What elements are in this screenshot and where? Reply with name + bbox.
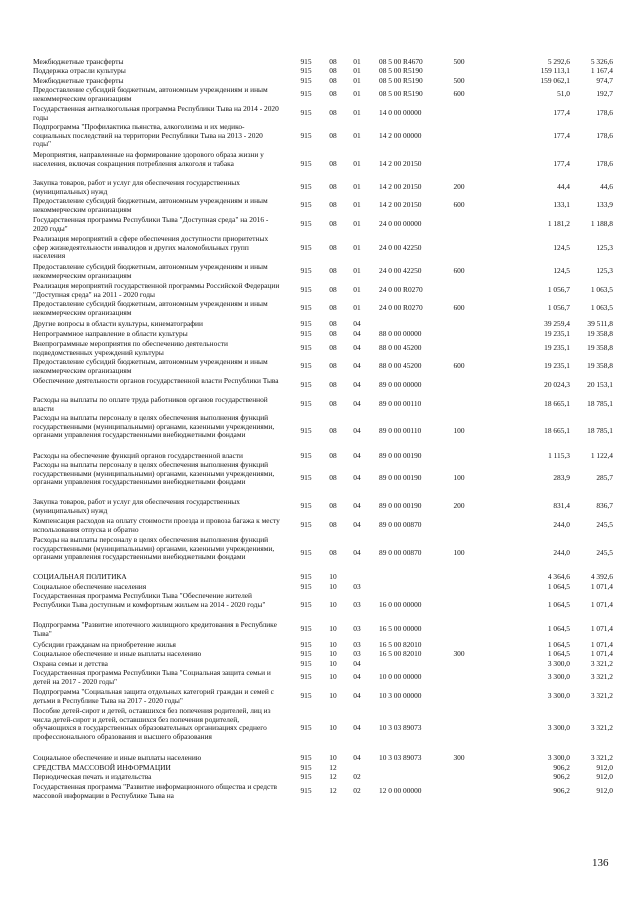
row-code: 915 [300, 572, 312, 581]
row-target-item: 10 3 00 00000 [379, 691, 422, 701]
row-target-item: 14 2 00 20150 [379, 182, 422, 192]
row-name: Реализация мероприятий государственной программы Российской Федерации "Доступная среда" на 2011 - 2020 годы [33, 281, 280, 299]
row-section: 08 [329, 89, 337, 99]
row-sum-2020: 1 063,5 [590, 285, 613, 295]
row-name: Социальное обеспечение и иные выплаты населению [33, 753, 202, 762]
row-section: 10 [329, 572, 337, 581]
row-section: 10 [329, 640, 337, 649]
row-name: Расходы на обеспечение функций органов государственной власти [33, 451, 243, 460]
row-section: 08 [329, 219, 337, 229]
row-section: 08 [329, 451, 337, 460]
row-subsection: 01 [353, 182, 361, 192]
row-code: 915 [300, 158, 312, 168]
row-section: 10 [329, 649, 337, 658]
row-target-item: 88 0 00 00000 [379, 329, 422, 338]
row-name: Расходы на выплаты персоналу в целях обеспечения выполнения функций государственными (муниципальными) органами, казенными учреждениями, органами управления государственными внебюджетными фондами [33, 460, 275, 487]
row-sum-2020: 1 071,4 [590, 624, 613, 634]
row-name: Периодическая печать и издательства [33, 772, 152, 781]
row-code: 915 [300, 303, 312, 313]
row-subsection: 03 [353, 640, 361, 649]
row-subsection: 01 [353, 285, 361, 295]
row-name: Закупка товаров, работ и услуг для обеспечения государственных (муниципальных) нужд [33, 497, 240, 515]
row-section: 10 [329, 723, 337, 733]
row-subsection: 04 [353, 501, 361, 511]
row-sum-2020: 1 071,4 [590, 599, 613, 609]
row-sum-2020: 912,0 [596, 786, 613, 796]
row-sum-2019: 20 024,3 [544, 380, 570, 390]
row-section: 08 [329, 66, 337, 75]
row-sum-2020: 178,6 [596, 108, 613, 118]
row-sum-2019: 177,4 [553, 130, 570, 140]
row-sum-2020: 3 321,2 [590, 723, 613, 733]
row-section: 10 [329, 753, 337, 762]
row-code: 915 [300, 200, 312, 210]
row-sum-2019: 906,2 [553, 763, 570, 772]
row-sum-2020: 125,3 [596, 266, 613, 276]
row-sum-2020: 39 511,8 [587, 319, 613, 328]
row-name: Государственная антиалкогольная программа Республики Тыва на 2014 - 2020 годы [33, 104, 279, 122]
row-subsection: 03 [353, 582, 361, 591]
row-sum-2019: 124,5 [553, 242, 570, 252]
row-section: 08 [329, 329, 337, 338]
row-target-item: 89 0 00 00110 [379, 426, 422, 436]
row-expense-type: 600 [453, 89, 465, 99]
row-code: 915 [300, 89, 312, 99]
row-sum-2019: 1 064,5 [547, 649, 570, 658]
row-section: 08 [329, 501, 337, 511]
row-sum-2019: 3 300,0 [547, 723, 570, 733]
row-code: 915 [300, 659, 312, 668]
row-name: Межбюджетные трансферты [33, 57, 124, 66]
row-expense-type: 100 [453, 548, 465, 558]
row-subsection: 04 [353, 361, 361, 371]
row-section: 08 [329, 182, 337, 192]
row-code: 915 [300, 108, 312, 118]
row-code: 915 [300, 640, 312, 649]
row-code: 915 [300, 426, 312, 436]
row-sum-2019: 177,4 [553, 108, 570, 118]
row-name: Предоставление субсидий бюджетным, автономным учреждениям и иным некоммерческим организациям [33, 196, 268, 214]
row-name: Реализация мероприятий в сфере обеспечения доступности приоритетных сфер жизнедеятельности инвалидов и других маломобильных групп населения [33, 234, 269, 261]
row-section: 08 [329, 426, 337, 436]
row-sum-2019: 1 056,7 [547, 303, 570, 313]
row-section: 10 [329, 691, 337, 701]
row-sum-2019: 906,2 [553, 772, 570, 781]
row-sum-2020: 3 321,2 [590, 691, 613, 701]
row-sum-2020: 1 167,4 [590, 66, 613, 75]
row-subsection: 04 [353, 451, 361, 460]
row-subsection: 01 [353, 266, 361, 276]
row-sum-2019: 133,1 [553, 200, 570, 210]
row-expense-type: 600 [453, 200, 465, 210]
row-name: Государственная программа "Развитие информационного общества и средств массовой информации в Республике Тыва на [33, 782, 278, 800]
row-code: 915 [300, 473, 312, 483]
row-sum-2019: 906,2 [553, 786, 570, 796]
page-number: 136 [592, 857, 609, 869]
row-sum-2019: 19 235,1 [544, 329, 570, 338]
row-section: 08 [329, 285, 337, 295]
row-section: 10 [329, 582, 337, 591]
row-subsection: 03 [353, 624, 361, 634]
row-target-item: 89 0 00 00190 [379, 473, 422, 483]
row-name: Пособие детей-сирот и детей, оставшихся без попечения родителей, лиц из числа детей-сирот и детей, оставшихся без попечения родителей, обучающихся в государственных образовательных организациях среднего профессионального образования и высшего образования [33, 706, 271, 742]
row-expense-type: 100 [453, 473, 465, 483]
row-expense-type: 500 [453, 76, 465, 85]
row-target-item: 08 5 00 R5190 [379, 89, 423, 99]
row-name: Обеспечение деятельности органов государственной власти Республики Тыва [33, 376, 279, 385]
row-sum-2019: 831,4 [553, 501, 570, 511]
row-code: 915 [300, 451, 312, 460]
row-sum-2019: 18 665,1 [544, 426, 570, 436]
row-section: 08 [329, 200, 337, 210]
row-expense-type: 300 [453, 649, 465, 658]
row-sum-2019: 1 181,2 [547, 219, 570, 229]
row-subsection: 04 [353, 691, 361, 701]
row-code: 915 [300, 399, 312, 409]
row-code: 915 [300, 772, 312, 781]
row-subsection: 01 [353, 57, 361, 66]
row-code: 915 [300, 582, 312, 591]
row-name: Подпрограмма "Развитие ипотечного жилищного кредитования в Республике Тыва" [33, 620, 277, 638]
row-code: 915 [300, 691, 312, 701]
row-sum-2019: 39 259,4 [544, 319, 570, 328]
row-expense-type: 600 [453, 361, 465, 371]
row-sum-2020: 4 392,6 [590, 572, 613, 581]
row-section: 08 [329, 380, 337, 390]
row-name: Социальное обеспечение населения [33, 582, 147, 591]
row-code: 915 [300, 672, 312, 682]
row-section: 08 [329, 266, 337, 276]
row-sum-2019: 159 113,1 [540, 66, 570, 75]
row-sum-2019: 19 235,1 [544, 343, 570, 353]
row-target-item: 89 0 00 00190 [379, 451, 422, 460]
row-name: Государственная программа Республики Тыва "Социальная защита семьи и детей на 2017 - 2020 годы" [33, 668, 271, 686]
row-name: Расходы на выплаты персоналу в целях обеспечения выполнения функций государственными (муниципальными) органами, казенными учреждениями, органами управления государственными внебюджетными фондами [33, 413, 275, 440]
row-sum-2020: 1 063,5 [590, 303, 613, 313]
row-section: 08 [329, 361, 337, 371]
row-expense-type: 100 [453, 426, 465, 436]
row-code: 915 [300, 266, 312, 276]
row-section: 08 [329, 242, 337, 252]
row-section: 08 [329, 76, 337, 85]
row-subsection: 01 [353, 200, 361, 210]
row-section: 10 [329, 599, 337, 609]
row-sum-2019: 44,4 [557, 182, 570, 192]
row-name: Подпрограмма "Социальная защита отдельных категорий граждан и семей с детьми в Республике Тыва на 2017 - 2020 годы" [33, 687, 274, 705]
row-expense-type: 600 [453, 266, 465, 276]
row-subsection: 04 [353, 520, 361, 530]
row-code: 915 [300, 130, 312, 140]
row-code: 915 [300, 723, 312, 733]
row-subsection: 04 [353, 723, 361, 733]
row-expense-type: 200 [453, 182, 465, 192]
row-sum-2019: 51,0 [557, 89, 570, 99]
row-code: 915 [300, 380, 312, 390]
row-sum-2020: 18 785,1 [587, 426, 613, 436]
row-target-item: 16 5 00 82010 [379, 640, 422, 649]
row-sum-2020: 5 326,6 [590, 57, 613, 66]
row-name: Социальное обеспечение и иные выплаты населению [33, 649, 202, 658]
row-subsection: 02 [353, 786, 361, 796]
row-code: 915 [300, 649, 312, 658]
row-name: СОЦИАЛЬНАЯ ПОЛИТИКА [33, 572, 127, 581]
row-sum-2019: 1 064,5 [547, 599, 570, 609]
row-section: 10 [329, 624, 337, 634]
row-target-item: 89 0 00 00000 [379, 380, 422, 390]
row-sum-2019: 4 364,6 [547, 572, 570, 581]
row-sum-2020: 18 785,1 [587, 399, 613, 409]
row-target-item: 24 0 00 R0270 [379, 303, 423, 313]
row-name: Другие вопросы в области культуры, кинематографии [33, 319, 203, 328]
row-name: Подпрограмма "Профилактика пьянства, алкоголизма и их медико-социальных последствий на территории Республики Тыва на 2013 - 2020 годы" [33, 122, 263, 149]
row-sum-2019: 18 665,1 [544, 399, 570, 409]
row-name: Расходы на выплаты по оплате труда работников органов государственной власти [33, 395, 268, 413]
row-name: Государственная программа Республики Тыва "Обеспечение жителей Республики Тыва доступным и комфортным жильем на 2014 - 2020 годы" [33, 591, 266, 609]
row-code: 915 [300, 182, 312, 192]
row-sum-2020: 20 153,1 [587, 380, 613, 390]
row-sum-2019: 1 064,5 [547, 640, 570, 649]
row-subsection: 04 [353, 548, 361, 558]
row-code: 915 [300, 329, 312, 338]
row-expense-type: 200 [453, 501, 465, 511]
row-target-item: 10 0 00 00000 [379, 672, 422, 682]
row-target-item: 89 0 00 00190 [379, 501, 422, 511]
row-subsection: 04 [353, 399, 361, 409]
row-sum-2020: 19 358,8 [587, 343, 613, 353]
row-sum-2020: 178,6 [596, 158, 613, 168]
row-target-item: 24 0 00 42250 [379, 266, 422, 276]
row-sum-2020: 19 358,8 [587, 329, 613, 338]
row-name: Внепрограммные мероприятия по обеспечению деятельности подведомственных учреждений культуры [33, 339, 228, 357]
row-sum-2019: 1 064,5 [547, 582, 570, 591]
row-section: 08 [329, 399, 337, 409]
row-sum-2019: 177,4 [553, 158, 570, 168]
row-target-item: 16 5 00 00000 [379, 624, 422, 634]
row-code: 915 [300, 624, 312, 634]
row-code: 915 [300, 763, 312, 772]
row-name: Межбюджетные трансферты [33, 76, 124, 85]
row-subsection: 01 [353, 219, 361, 229]
row-code: 915 [300, 76, 312, 85]
row-code: 915 [300, 786, 312, 796]
row-name: Мероприятия, направленные на формирование здорового образа жизни у населения, включая сокращения потребления алкоголя и табака [33, 150, 264, 168]
row-target-item: 88 0 00 45200 [379, 361, 422, 371]
row-code: 915 [300, 361, 312, 371]
row-sum-2020: 245,5 [596, 520, 613, 530]
row-code: 915 [300, 343, 312, 353]
row-code: 915 [300, 219, 312, 229]
row-section: 08 [329, 57, 337, 66]
row-subsection: 04 [353, 329, 361, 338]
row-target-item: 08 5 00 R5190 [379, 76, 423, 85]
row-sum-2020: 133,9 [596, 200, 613, 210]
row-expense-type: 600 [453, 303, 465, 313]
row-code: 915 [300, 57, 312, 66]
row-name: СРЕДСТВА МАССОВОЙ ИНФОРМАЦИИ [33, 763, 171, 772]
row-sum-2020: 285,7 [596, 473, 613, 483]
row-subsection: 01 [353, 66, 361, 75]
row-name: Предоставление субсидий бюджетным, автономным учреждениям и иным некоммерческим организациям [33, 299, 268, 317]
row-section: 10 [329, 659, 337, 668]
row-sum-2020: 836,7 [596, 501, 613, 511]
row-subsection: 04 [353, 659, 361, 668]
row-code: 915 [300, 319, 312, 328]
row-sum-2020: 1 188,8 [590, 219, 613, 229]
row-subsection: 03 [353, 649, 361, 658]
row-target-item: 24 0 00 42250 [379, 242, 422, 252]
row-name: Закупка товаров, работ и услуг для обеспечения государственных (муниципальных) нужд [33, 178, 240, 196]
row-subsection: 01 [353, 89, 361, 99]
row-sum-2020: 974,7 [596, 76, 613, 85]
row-sum-2019: 3 300,0 [547, 659, 570, 668]
row-target-item: 12 0 00 00000 [379, 786, 422, 796]
row-target-item: 89 0 00 00110 [379, 399, 422, 409]
row-sum-2019: 1 115,3 [548, 451, 570, 460]
row-name: Непрограммное направление в области культуры [33, 329, 188, 338]
row-target-item: 08 5 00 R5190 [379, 66, 423, 75]
row-section: 08 [329, 130, 337, 140]
row-subsection: 01 [353, 130, 361, 140]
row-target-item: 14 2 00 00000 [379, 130, 422, 140]
row-section: 08 [329, 343, 337, 353]
row-name: Предоставление субсидий бюджетным, автономным учреждениям и иным некоммерческим организациям [33, 85, 268, 103]
row-sum-2020: 1 071,4 [590, 649, 613, 658]
row-target-item: 16 5 00 82010 [379, 649, 422, 658]
row-sum-2019: 159 062,1 [540, 76, 570, 85]
row-target-item: 88 0 00 45200 [379, 343, 422, 353]
row-target-item: 89 0 00 00870 [379, 520, 422, 530]
row-code: 915 [300, 520, 312, 530]
row-code: 915 [300, 66, 312, 75]
row-subsection: 01 [353, 303, 361, 313]
row-sum-2019: 283,9 [553, 473, 570, 483]
row-subsection: 02 [353, 772, 361, 781]
row-name: Предоставление субсидий бюджетным, автономным учреждениям и иным некоммерческим организациям [33, 262, 268, 280]
row-target-item: 10 3 03 89073 [379, 753, 422, 762]
row-target-item: 14 0 00 00000 [379, 108, 422, 118]
row-sum-2020: 192,7 [596, 89, 613, 99]
row-section: 08 [329, 108, 337, 118]
row-subsection: 04 [353, 753, 361, 762]
row-section: 08 [329, 548, 337, 558]
row-code: 915 [300, 599, 312, 609]
row-sum-2019: 19 235,1 [544, 361, 570, 371]
row-target-item: 14 2 00 20150 [379, 200, 422, 210]
row-sum-2020: 3 321,2 [590, 659, 613, 668]
row-subsection: 01 [353, 242, 361, 252]
row-name: Компенсация расходов на оплату стоимости проезда и провоза багажа к месту использования отпуска и обратно [33, 516, 280, 534]
row-section: 08 [329, 158, 337, 168]
row-target-item: 24 0 00 00000 [379, 219, 422, 229]
row-code: 915 [300, 501, 312, 511]
row-subsection: 01 [353, 158, 361, 168]
row-name: Субсидии гражданам на приобретение жилья [33, 640, 176, 649]
row-subsection: 01 [353, 76, 361, 85]
row-sum-2019: 244,0 [553, 520, 570, 530]
row-sum-2019: 1 064,5 [547, 624, 570, 634]
row-section: 08 [329, 473, 337, 483]
row-section: 12 [329, 763, 337, 772]
row-subsection: 04 [353, 343, 361, 353]
row-code: 915 [300, 753, 312, 762]
row-target-item: 08 5 00 R4670 [379, 57, 423, 66]
row-sum-2020: 245,5 [596, 548, 613, 558]
row-section: 08 [329, 520, 337, 530]
row-name: Поддержка отрасли культуры [33, 66, 126, 75]
row-code: 915 [300, 285, 312, 295]
row-target-item: 16 0 00 00000 [379, 599, 422, 609]
row-sum-2019: 244,0 [553, 548, 570, 558]
row-sum-2019: 1 056,7 [547, 285, 570, 295]
row-sum-2020: 44,6 [600, 182, 613, 192]
row-sum-2019: 3 300,0 [547, 753, 570, 762]
row-sum-2020: 1 071,4 [590, 640, 613, 649]
row-sum-2019: 124,5 [553, 266, 570, 276]
row-subsection: 04 [353, 319, 361, 328]
row-sum-2020: 178,6 [596, 130, 613, 140]
row-subsection: 04 [353, 426, 361, 436]
row-sum-2020: 1 071,4 [590, 582, 613, 591]
row-section: 12 [329, 772, 337, 781]
row-section: 12 [329, 786, 337, 796]
row-sum-2019: 3 300,0 [547, 691, 570, 701]
row-sum-2020: 19 358,8 [587, 361, 613, 371]
row-subsection: 04 [353, 672, 361, 682]
row-subsection: 03 [353, 599, 361, 609]
row-name: Предоставление субсидий бюджетным, автономным учреждениям и иным некоммерческим организациям [33, 357, 268, 375]
row-sum-2020: 1 122,4 [590, 451, 613, 460]
row-name: Государственная программа Республики Тыва "Доступная среда" на 2016 - 2020 годы" [33, 215, 269, 233]
row-section: 08 [329, 319, 337, 328]
row-expense-type: 300 [453, 753, 465, 762]
row-target-item: 14 2 00 20150 [379, 158, 422, 168]
row-sum-2020: 3 321,2 [590, 753, 613, 762]
row-sum-2020: 912,0 [596, 763, 613, 772]
row-sum-2019: 3 300,0 [547, 672, 570, 682]
row-sum-2019: 5 292,6 [547, 57, 570, 66]
row-name: Расходы на выплаты персоналу в целях обеспечения выполнения функций государственными (муниципальными) органами, казенными учреждениями, органами управления государственными внебюджетными фондами [33, 535, 275, 562]
row-code: 915 [300, 242, 312, 252]
row-name: Охрана семьи и детства [33, 659, 108, 668]
row-expense-type: 500 [453, 57, 465, 66]
row-sum-2020: 3 321,2 [590, 672, 613, 682]
row-target-item: 10 3 03 89073 [379, 723, 422, 733]
row-target-item: 89 0 00 00870 [379, 548, 422, 558]
row-section: 10 [329, 672, 337, 682]
row-code: 915 [300, 548, 312, 558]
row-sum-2020: 125,3 [596, 242, 613, 252]
row-subsection: 01 [353, 108, 361, 118]
row-sum-2020: 912,0 [596, 772, 613, 781]
row-target-item: 24 0 00 R0270 [379, 285, 423, 295]
row-subsection: 04 [353, 380, 361, 390]
row-subsection: 04 [353, 473, 361, 483]
row-section: 08 [329, 303, 337, 313]
